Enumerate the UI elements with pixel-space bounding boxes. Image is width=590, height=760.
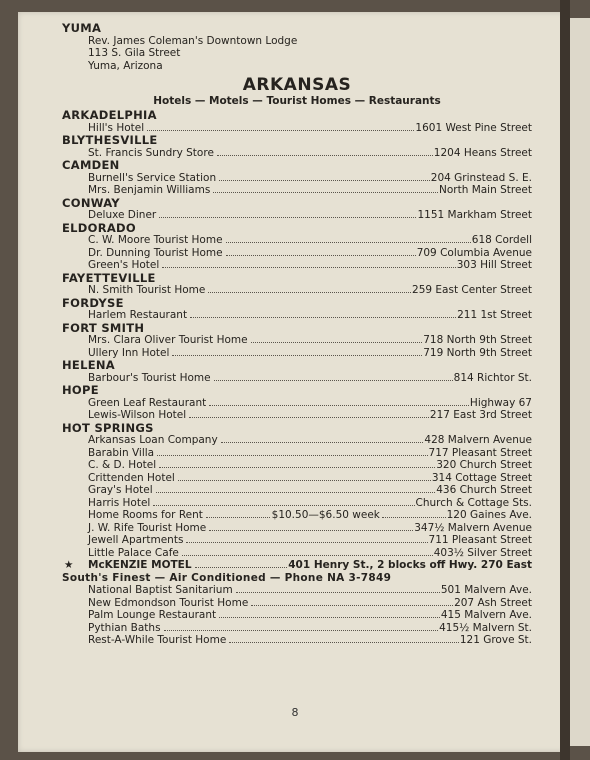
city-heading: ARKADELPHIA <box>62 108 157 122</box>
listing-entry <box>88 372 532 385</box>
city-heading: HOPE <box>62 383 99 397</box>
listing-entry <box>88 397 532 410</box>
listing-continuation: South's Finest — Air Conditioned — Phone NA 3-7849 <box>62 571 392 584</box>
listing-name: Barbour's Tourist Home <box>88 371 211 384</box>
listing-name: C. W. Moore Tourist Home <box>88 234 223 246</box>
leader-dots <box>182 555 433 556</box>
listing-entry <box>88 597 532 610</box>
listing-name: Arkansas Loan Company <box>88 434 218 446</box>
listing-name: Harris Hotel <box>88 496 151 509</box>
header-line: 113 S. Gila Street <box>88 47 181 59</box>
city-heading: ELDORADO <box>62 220 136 235</box>
listing-name: McKENZIE MOTEL <box>88 559 192 571</box>
next-page-edge <box>570 18 590 746</box>
city-heading: CONWAY <box>62 195 120 210</box>
listing-address: North Main Street <box>438 184 532 196</box>
leader-dots <box>162 267 455 268</box>
leader-dots <box>147 130 414 131</box>
leader-dots <box>190 317 456 318</box>
listing-entry <box>88 459 532 472</box>
listing-name: Pythian Baths <box>88 621 161 634</box>
listing-entry <box>88 284 532 297</box>
leader-dots <box>153 505 414 506</box>
listing-address: 415½ Malvern St. <box>439 621 532 634</box>
listing-address: 428 Malvern Avenue <box>424 434 532 446</box>
listing-entry <box>88 409 532 422</box>
leader-dots <box>195 567 288 568</box>
listing-name: N. Smith Tourist Home <box>88 284 206 296</box>
leader-dots <box>159 217 416 218</box>
listing-name: Ullery Inn Hotel <box>88 346 170 359</box>
listing-entry <box>88 547 532 560</box>
listing-entry <box>88 609 532 622</box>
listing-address: 207 Ash Street <box>454 596 532 609</box>
listing-name: Gray's Hotel <box>88 484 153 496</box>
leader-dots <box>251 605 453 606</box>
listing-entry <box>88 634 532 647</box>
listing-entry <box>88 522 532 535</box>
listing-address: 718 North 9th Street <box>423 334 532 346</box>
listing-address: 320 Church Street <box>436 459 532 471</box>
listing-address: 1151 Markham Street <box>417 209 532 221</box>
listing-name: Lewis-Wilson Hotel <box>88 409 187 421</box>
leader-dots <box>208 292 411 293</box>
listing-name: Harlem Restaurant <box>88 309 188 321</box>
listing-entry <box>88 497 532 510</box>
leader-dots <box>178 480 431 481</box>
leader-dots <box>382 517 446 518</box>
leader-dots <box>209 530 413 531</box>
listing-address: Church & Cottage Sts. <box>415 496 532 509</box>
city-heading: FAYETTEVILLE <box>62 270 156 285</box>
leader-dots <box>236 592 440 593</box>
leader-dots <box>219 617 440 618</box>
listing-address: 204 Grinstead S. E. <box>430 171 532 184</box>
leader-dots <box>156 492 436 493</box>
listing-address: 1601 West Pine Street <box>415 121 532 134</box>
city-heading: FORT SMITH <box>62 320 145 335</box>
listing-entry <box>88 247 532 260</box>
listing-name: Dr. Dunning Tourist Home <box>88 246 223 259</box>
leader-dots <box>186 542 427 543</box>
listing-address: 717 Pleasant Street <box>428 446 532 459</box>
listing-entry <box>88 434 532 447</box>
listing-address: 618 Cordell <box>471 234 532 246</box>
leader-dots <box>219 180 430 181</box>
listing-address: 814 Richtor St. <box>453 371 532 384</box>
leader-dots <box>172 355 422 356</box>
listing-address: 719 North 9th Street <box>423 346 532 359</box>
leader-dots <box>214 380 453 381</box>
listing-name: Crittenden Hotel <box>88 471 175 484</box>
listing-name: C. & D. Hotel <box>88 459 157 471</box>
listing-entry <box>88 309 532 322</box>
leader-dots <box>226 242 471 243</box>
page-number: 8 <box>291 706 299 719</box>
listing-address: 211 1st Street <box>457 309 532 321</box>
header-line: Yuma, Arizona <box>88 59 163 72</box>
listing-entry <box>88 622 532 635</box>
listing-address: 259 East Center Street <box>412 284 532 296</box>
state-subtitle: Hotels — Motels — Tourist Homes — Restaurants <box>153 95 441 107</box>
listing-address: 401 Henry St., 2 blocks off Hwy. 270 East <box>288 559 532 571</box>
leader-dots <box>157 455 427 456</box>
city-heading: BLYTHESVILLE <box>62 133 158 147</box>
listing-entry <box>64 559 532 572</box>
city-heading: HELENA <box>62 358 115 372</box>
listing-address: 711 Pleasant Street <box>428 534 532 546</box>
listing-entry <box>88 534 532 547</box>
leader-dots <box>209 405 469 406</box>
state-title: ARKANSAS <box>242 75 352 95</box>
listing-name: Little Palace Cafe <box>88 546 179 559</box>
listing-name: Barabin Villa <box>88 446 155 459</box>
listing-name: Rest-A-While Tourist Home <box>88 634 227 646</box>
leader-dots <box>217 155 433 156</box>
listing-name: Jewell Apartments <box>88 534 184 546</box>
listing-name: Deluxe Diner <box>88 209 157 221</box>
listing-name: Green Leaf Restaurant <box>88 396 207 409</box>
listing-entry <box>88 184 532 197</box>
listing-entry <box>88 209 532 222</box>
city-heading: CAMDEN <box>62 158 120 172</box>
listing-address: 120 Gaines Ave. <box>446 509 532 521</box>
listing-address: 121 Grove St. <box>459 634 532 646</box>
listing-name: National Baptist Sanitarium <box>88 584 233 596</box>
header-line: Rev. James Coleman's Downtown Lodge <box>88 34 298 47</box>
listing-entry <box>88 472 532 485</box>
listing-name: New Edmondson Tourist Home <box>88 596 249 609</box>
leader-dots <box>206 517 270 518</box>
listing-name: Hill's Hotel <box>88 121 145 134</box>
listing-entry <box>88 484 532 497</box>
listing-address: 217 East 3rd Street <box>429 409 532 421</box>
listing-name: J. W. Rife Tourist Home <box>88 521 207 534</box>
listing-address: 415 Malvern Ave. <box>440 609 532 621</box>
listing-name: Mrs. Benjamin Williams <box>88 184 211 196</box>
leader-dots <box>226 255 416 256</box>
listing-name: Home Rooms for Rent <box>88 509 203 521</box>
listing-name: Palm Lounge Restaurant <box>88 609 217 621</box>
leader-dots <box>159 467 435 468</box>
listing-name: Mrs. Clara Oliver Tourist Home <box>88 334 248 346</box>
listing-address: 403½ Silver Street <box>433 546 532 559</box>
listing-address: 709 Columbia Avenue <box>416 246 532 259</box>
leader-dots <box>221 442 424 443</box>
book-spine <box>560 0 570 760</box>
listing-name: Burnell's Service Station <box>88 171 217 184</box>
leader-dots <box>251 342 423 343</box>
listing-address: Highway 67 <box>469 396 532 409</box>
listing-address: 1204 Heans Street <box>433 146 532 159</box>
listing-name: St. Francis Sundry Store <box>88 146 214 159</box>
listing-address: 347½ Malvern Avenue <box>414 521 532 534</box>
listing-rate: $10.50—$6.50 week <box>271 509 380 521</box>
listing-address: 303 Hill Street <box>456 259 532 271</box>
listing-address: 314 Cottage Street <box>431 471 532 484</box>
leader-dots <box>189 417 429 418</box>
listing-entry <box>88 147 532 160</box>
city-heading: HOT SPRINGS <box>62 420 154 435</box>
listing-address: 501 Malvern Ave. <box>440 584 532 596</box>
listing-entry <box>88 334 532 347</box>
listing-name: Green's Hotel <box>88 259 160 271</box>
listing-entry <box>88 447 532 460</box>
listing-address: 436 Church Street <box>436 484 532 496</box>
city-heading: FORDYSE <box>62 295 124 310</box>
leader-dots <box>229 642 459 643</box>
listing-entry <box>88 347 532 360</box>
header-city: YUMA <box>62 21 102 35</box>
listing-entry <box>88 234 532 247</box>
star-icon: ★ <box>64 559 74 571</box>
leader-dots <box>164 630 439 631</box>
listing-entry <box>88 172 532 185</box>
listing-entry <box>88 584 532 597</box>
leader-dots <box>213 192 438 193</box>
listing-entry <box>88 509 532 522</box>
